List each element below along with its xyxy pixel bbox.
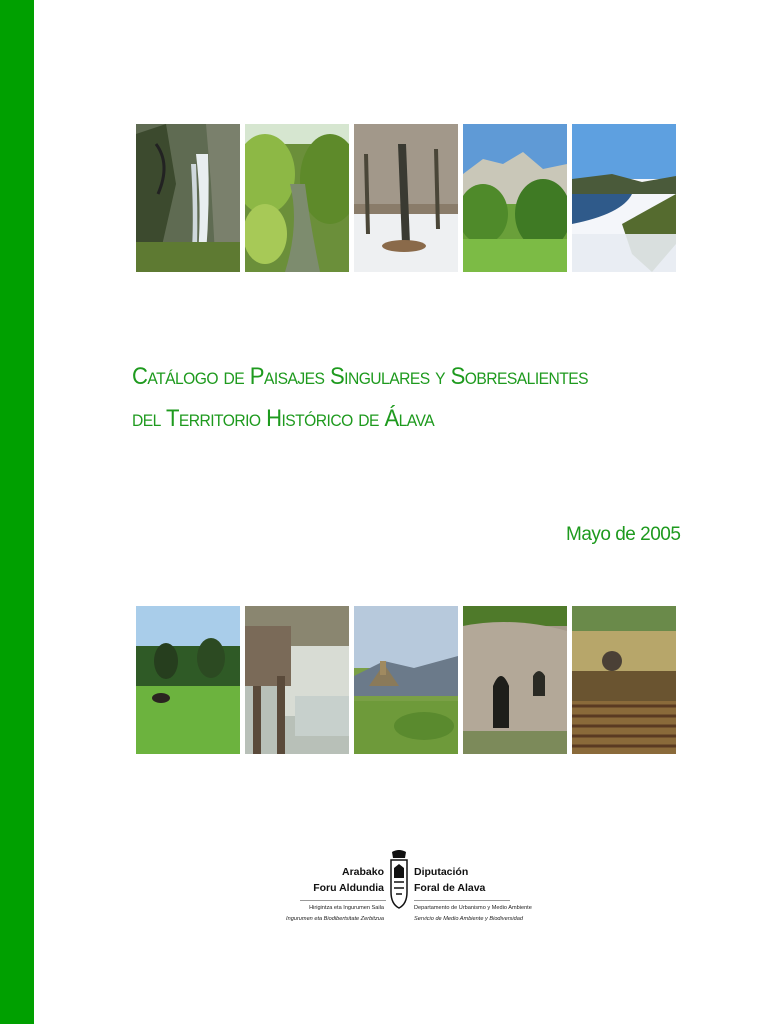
hilltop-village-photo — [354, 606, 458, 754]
vineyard-photo — [572, 606, 676, 754]
snowy-beech-forest-photo — [354, 124, 458, 272]
limestone-peaks-photo — [463, 124, 567, 272]
logo-spanish-department: Departamento de Urbanismo y Medio Ambiente Servicio de Medio Ambiente y Biodiversidad — [414, 905, 532, 922]
logo-rule-left — [300, 900, 386, 901]
river-forest-photo — [245, 124, 349, 272]
title-line-2: del Territorio Histórico de Álava — [132, 405, 435, 432]
top-photo-strip — [136, 124, 676, 272]
diputacion-logo — [286, 848, 532, 928]
bottom-photo-strip — [136, 606, 676, 754]
reservoir-snow-photo — [572, 124, 676, 272]
salt-pans-photo — [245, 606, 349, 754]
waterfall-cliff-photo — [136, 124, 240, 272]
logo-spanish-name: Diputación Foral de Alava — [414, 866, 486, 894]
green-side-bar — [0, 0, 34, 1024]
title-line-1: Catálogo de Paisajes Singulares y Sobresalientes — [132, 363, 589, 390]
meadow-horse-photo — [136, 606, 240, 754]
logo-basque-name: Arabako Foru Aldundia — [313, 866, 384, 894]
publication-date: Mayo de 2005 — [566, 524, 681, 545]
logo-rule-right — [414, 900, 510, 901]
logo-basque-department: Hirigintza eta Ingurumen Saila Ingurumen eta Biodibertsitate Zerbitzua — [286, 905, 384, 922]
coat-of-arms-icon — [388, 848, 410, 910]
rock-caves-photo — [463, 606, 567, 754]
document-title — [132, 356, 647, 440]
